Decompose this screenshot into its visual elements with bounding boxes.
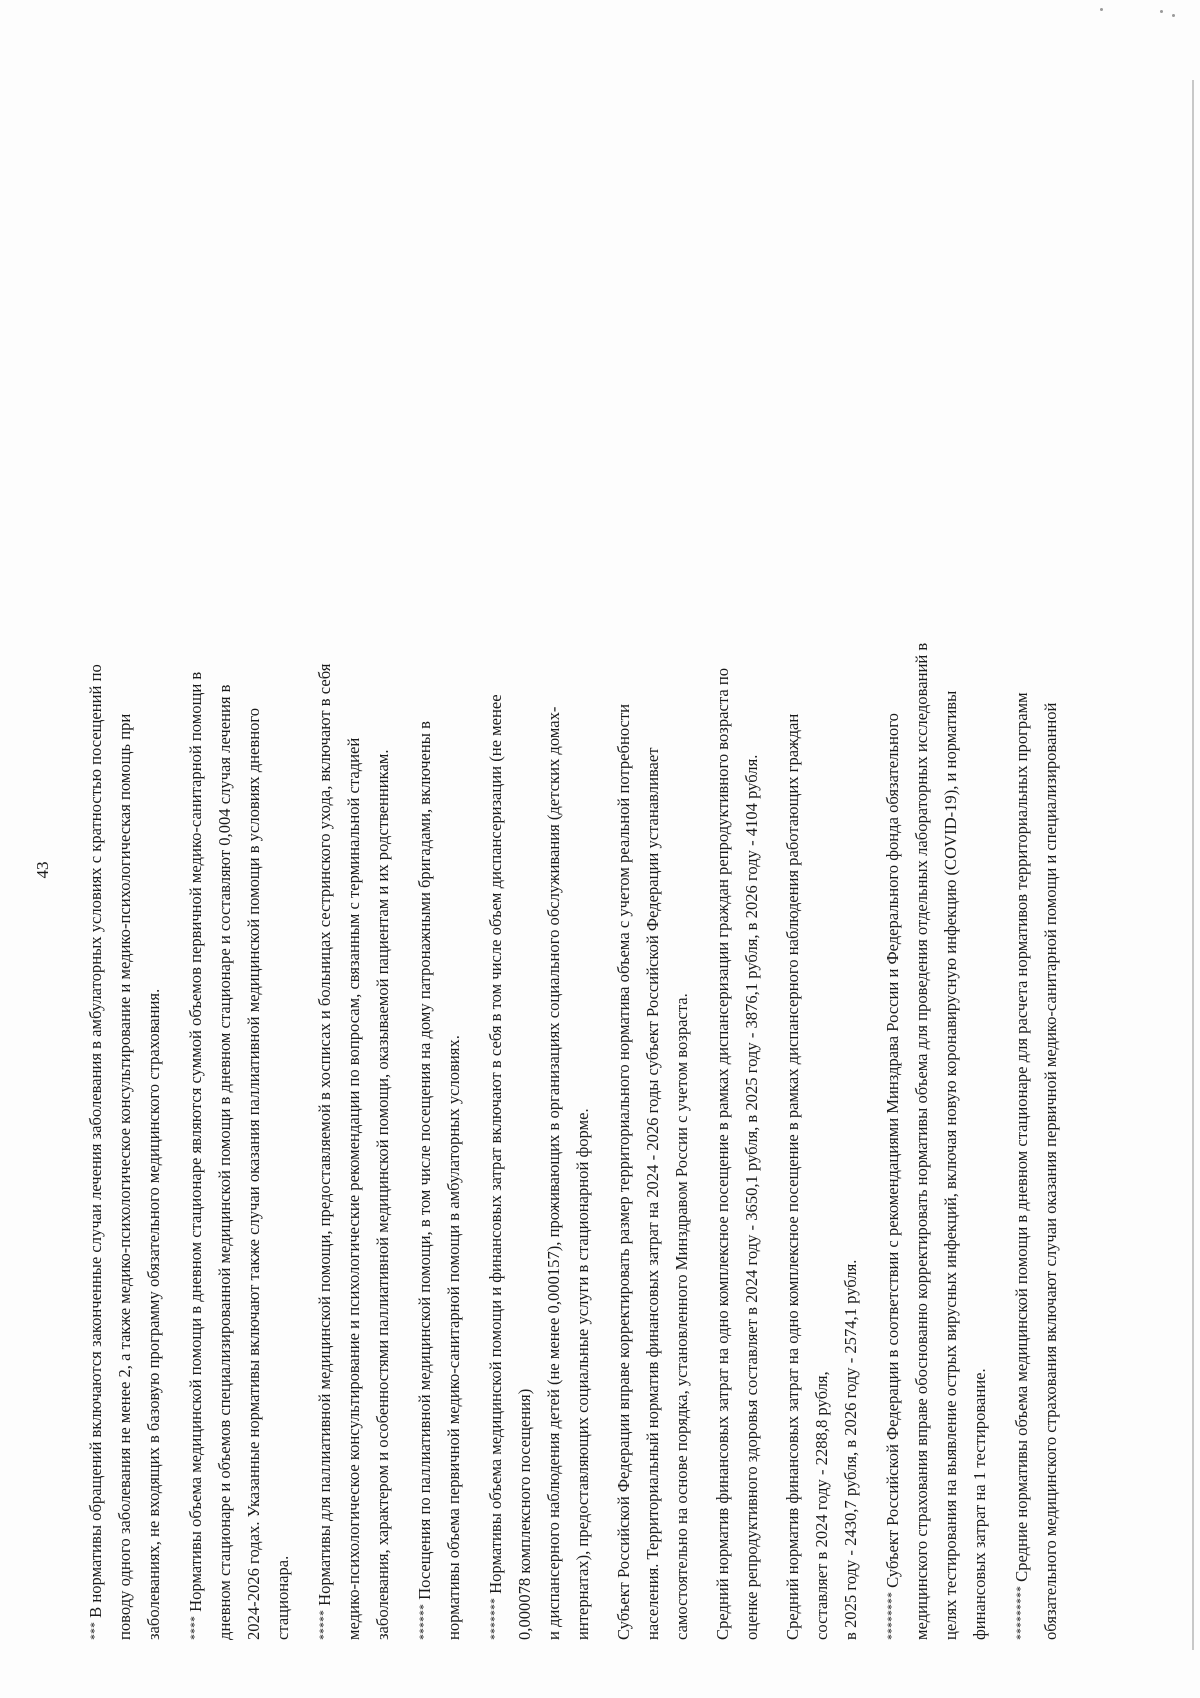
- footnote-paragraph: [1006, 100, 1065, 1640]
- text-line: [368, 100, 397, 1640]
- footnote-paragraph: [80, 100, 168, 1640]
- line-text: целях тестирования на выявление острых вирусных инфекций, включая новую коронавирусную инфекцию (COVID-19), и нормативы: [941, 690, 960, 1640]
- footnote-paragraph: [877, 100, 994, 1640]
- text-line: [139, 100, 168, 1640]
- line-text: медико-психологическое консультирование и психологические рекомендации по вопросам, связанным с терминальной стадией: [344, 737, 363, 1640]
- text-line: [667, 100, 696, 1640]
- text-line: [737, 100, 766, 1640]
- line-text: и диспансерного наблюдения детей (не менее 0,000157), проживающих в организациях социального обслуживания (детских домах-: [544, 706, 563, 1640]
- text-line: [965, 100, 994, 1640]
- line-text: Средние нормативы объема медицинской помощи в дневном стационаре для расчета нормативов территориальных программ: [1012, 692, 1031, 1586]
- footnote-marker: *********: [1013, 1586, 1027, 1640]
- text-line: [439, 100, 468, 1640]
- text-line: [568, 100, 597, 1640]
- line-text: стационара.: [273, 1555, 292, 1640]
- text-line: [80, 100, 110, 1640]
- scan-artifact: [1100, 8, 1103, 11]
- line-text: составляет в 2024 году - 2288,8 рубля,: [812, 1371, 831, 1640]
- footnote-paragraph: [180, 100, 297, 1640]
- text-line: [609, 100, 638, 1640]
- text-line: [708, 100, 737, 1640]
- text-line: [239, 100, 268, 1640]
- text-line: [638, 100, 667, 1640]
- line-text: медицинского страхования вправе обоснованно корректировать нормативы объема для проведения отдельных лабораторных исследований в: [912, 642, 931, 1640]
- footnote-paragraph: [708, 100, 766, 1640]
- text-line: [180, 100, 210, 1640]
- line-text: В нормативы обращений включаются законченные случаи лечения заболевания в амбулаторных условиях с кратностью посещений по: [86, 664, 105, 1622]
- footnote-marker: *****: [316, 1610, 330, 1640]
- line-text: поводу одного заболевания не менее 2, а также медико-психологическое консультирование и медико-психологическая помощь при: [115, 713, 134, 1640]
- footnote-marker: ******: [416, 1604, 430, 1640]
- footnote-marker: ********: [884, 1592, 898, 1640]
- text-line: [1036, 100, 1065, 1640]
- footnote-paragraph: [609, 100, 696, 1640]
- line-text: Субъект Российской Федерации вправе корректировать размер территориального норматива объема с учетом реальной потребности: [614, 703, 633, 1640]
- text-line: [807, 100, 836, 1640]
- text-line: [480, 100, 510, 1640]
- footnote-marker: ****: [187, 1616, 201, 1640]
- text-line: [539, 100, 568, 1640]
- line-text: населения. Территориальный норматив финансовых затрат на 2024 - 2026 годы субъект Российской Федерации устанавливает: [643, 747, 662, 1640]
- line-text: заболеваниях, не входящих в базовую программу обязательного медицинского страхования.: [144, 988, 163, 1640]
- line-text: финансовых затрат на 1 тестирование.: [970, 1368, 989, 1640]
- line-text: 2024-2026 годах. Указанные нормативы включают также случаи оказания паллиативной медицинской помощи в условиях дневного: [244, 707, 263, 1640]
- line-text: нормативы объема первичной медико-санитарной помощи в амбулаторных условиях.: [444, 1035, 463, 1640]
- page-number: 43: [33, 861, 52, 879]
- text-line: [339, 100, 368, 1640]
- text-line: [1006, 100, 1036, 1640]
- line-text: самостоятельно на основе порядка, установленного Минздравом России с учетом возраста.: [672, 993, 691, 1640]
- footnote-paragraph: [309, 100, 397, 1640]
- line-text: Нормативы объема медицинской помощи в дневном стационаре являются суммой объемов первичной медико-санитарной помощи в: [186, 671, 205, 1616]
- text-line: [110, 100, 139, 1640]
- text-line: [907, 100, 936, 1640]
- line-text: заболевания, характером и особенностями паллиативной медицинской помощи, оказываемой пациентам и их родственникам.: [373, 749, 392, 1640]
- line-text: Нормативы объема медицинской помощи и финансовых затрат включают в себя в том числе объем диспансеризации (не менее: [486, 694, 505, 1598]
- rotated-text-block: [33, 100, 1080, 1640]
- text-line: [836, 100, 865, 1640]
- line-text: Нормативы для паллиативной медицинской помощи, предоставляемой в хосписах и больницах сестринского ухода, включают в себя: [315, 663, 334, 1610]
- text-line: [309, 100, 339, 1640]
- footnote-marker: *******: [487, 1598, 501, 1640]
- footnote-paragraph: [480, 100, 597, 1640]
- text-line: [778, 100, 807, 1640]
- text-line: [268, 100, 297, 1640]
- text-line: [510, 100, 539, 1640]
- line-text: оценке репродуктивного здоровья составляет в 2024 году - 3650,1 рубля, в 2025 году - 3876,1 рубля, в 2026 году - 4104 рубля.: [742, 754, 761, 1640]
- footnote-paragraph: [409, 100, 468, 1640]
- text-line: [936, 100, 965, 1640]
- footnote-marker: ***: [87, 1622, 101, 1640]
- line-text: Посещения по паллиативной медицинской помощи, в том числе посещения на дому патронажными бригадами, включены в: [415, 721, 434, 1604]
- scan-edge-line: [1192, 80, 1194, 1650]
- line-text: Средний норматив финансовых затрат на одно комплексное посещение в рамках диспансерного наблюдения работающих граждан: [783, 713, 802, 1640]
- line-text: Субъект Российской Федерации в соответствии с рекомендациями Минздрава России и Федерального фонда обязательного: [883, 713, 902, 1592]
- line-text: интернатах), предоставляющих социальные услуги в стационарной форме.: [573, 1108, 592, 1640]
- scan-artifact: [1160, 10, 1163, 13]
- footnote-paragraph: [778, 100, 865, 1640]
- line-text: дневном стационаре и объемов специализированной медицинской помощи в дневном стационаре и составляют 0,004 случая лечения в: [215, 684, 234, 1640]
- line-text: в 2025 году - 2430,7 рубля, в 2026 году - 2574,1 рубля.: [841, 1259, 860, 1640]
- line-text: 0,000078 комплексного посещения): [515, 1388, 534, 1640]
- footnotes-body: [80, 100, 1065, 1640]
- line-text: обязательного медицинского страхования включают случаи оказания первичной медико-санитарной помощи и специализированной: [1041, 702, 1060, 1640]
- text-line: [409, 100, 439, 1640]
- line-text: Средний норматив финансовых затрат на одно комплексное посещение в рамках диспансеризации граждан репродуктивного возраста по: [713, 667, 732, 1640]
- text-line: [210, 100, 239, 1640]
- text-line: [877, 100, 907, 1640]
- scan-artifact: [1172, 14, 1175, 17]
